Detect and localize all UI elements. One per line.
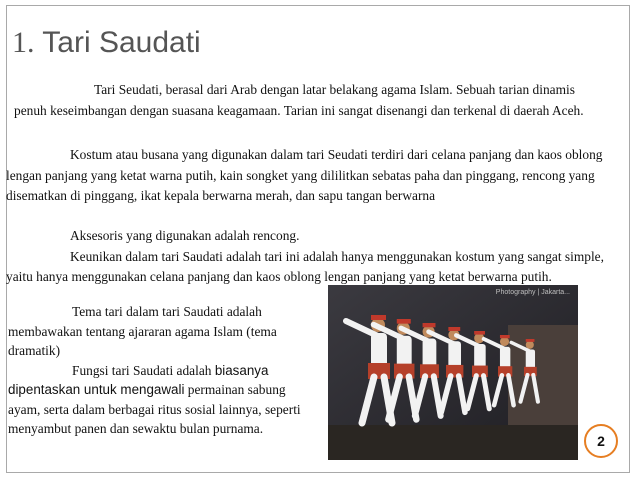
paragraph-function-sans: biasanya dipentaskan untuk mengawali [8, 362, 269, 397]
slide-title [12, 26, 201, 60]
paragraph-costume-text: Kostum atau busana yang digunakan dalam tari Seudati terdiri dari celana panjang dan kaos oblong lengan panjang yang ketat warna putih, kain songket yang dililitkan sebatas paha dan pinggang, rencong yang disematkan di pinggang, ikat kepala berwarna merah, dan sapu tangan berwarna [6, 147, 603, 203]
paragraph-accessory-text: Aksesoris yang digunakan adalah rencong. [70, 228, 300, 243]
photo-watermark: Photography | Jakarta... [495, 289, 570, 296]
paragraph-costume [6, 145, 620, 207]
dance-photo [328, 285, 578, 460]
paragraph-accessory [6, 226, 618, 288]
paragraph-function-lead: Fungsi tari Saudati adalah [72, 362, 215, 378]
paragraph-intro-text: Tari Seudati, berasal dari Arab dengan latar belakang agama Islam. Sebuah tarian dinamis penuh keseimbangan dengan suasana keagamaan. Tarian ini sangat disenangi dan terkenal di daerah Aceh. [14, 82, 584, 118]
paragraph-theme-text: Tema tari dalam tari Saudati adalah membawakan tentang ajararan agama Islam (tema dramatik) [8, 304, 277, 358]
page-number-badge: 2 [584, 424, 618, 458]
title-number: 1. [12, 26, 35, 59]
paragraph-intro [14, 80, 604, 121]
paragraph-uniqueness-text: Keunikan dalam tari Saudati adalah tari ini adalah hanya menggunakan kostum yang sangat simple, yaitu hanya menggunakan celana panjang dan kaos oblong lengan panjang yang ketat berwarna putih. [6, 248, 604, 284]
title-text: Tari Saudati [42, 26, 201, 59]
paragraph-theme [8, 302, 320, 439]
paragraph-function-tail: permainan sabung ayam, serta dalam berbagai ritus sosial lainnya, seperti menyambut panen dan sewaktu bulan purnama. [8, 382, 301, 436]
dancers-illustration [328, 285, 578, 460]
